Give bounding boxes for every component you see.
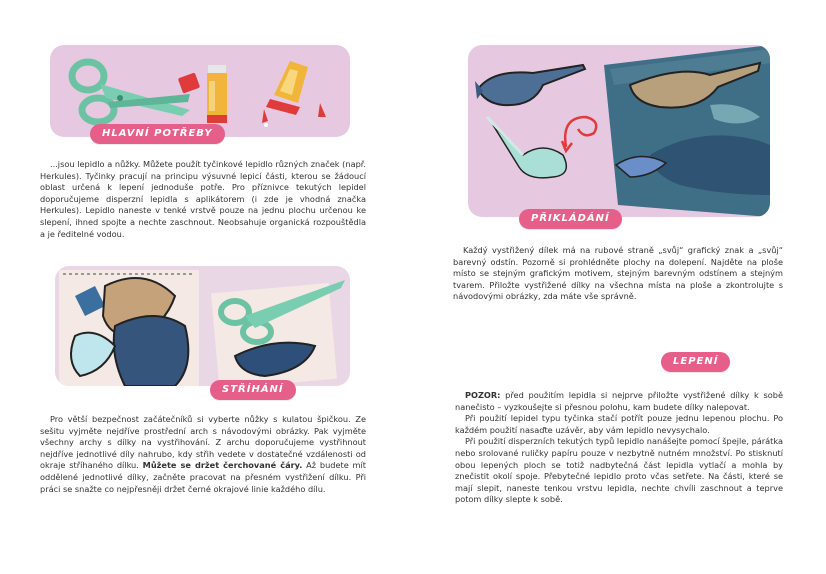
gluing-text-2: Při použití lepidel typu tyčinka stačí potřít pouze jednu lepenou plochu. Po každém použití nasaďte uzávěr, aby vám lepidlo nevysychalo. (455, 413, 783, 435)
gluing-paragraph (455, 390, 783, 506)
cutting-text-start: Pro větší bezpečnost začátečníků si vyberte nůžky s kulatou špičkou. Ze sešitu vyjměte nejdříve prostřední arch s návodovými obrázky. Pak vyjměte všechny archy s dílky na vystřihování. Z archu doporučujeme vystřihnout nejdříve jednotlivé díly nahrubo, kdy střih vedete v dostatečné vzdálenosti od okraje stříhaného dílku. (40, 414, 366, 471)
cutting-text-bold: Můžete se držet čerchované čáry. (142, 460, 303, 471)
heading-prikladani: PŘIKLÁDÁNÍ (519, 209, 622, 229)
gluing-warning: POZOR: (465, 390, 501, 400)
scissors-icon (205, 266, 350, 386)
cutting-illustration (55, 266, 350, 386)
cutting-paragraph (40, 414, 366, 495)
cutting-text (40, 414, 366, 495)
whale-cutout-icon (55, 266, 205, 386)
placing-text: Každý vystřižený dílek má na rubové straně „svůj“ grafický znak a „svůj“ barevný odstín. Pozorně si prohlédněte plochy na dolepení. Najděte na ploše místo se stejným grafickým motivem, stejným barevným odstínem a stejným tvarem. Přiložte vystřižené dílky na všechna místa na ploše a zkontrolujte s návodovými obrázky, zda máte vše správně. (453, 245, 783, 302)
heading-hlavni-potreby: HLAVNÍ POTŘEBY (90, 124, 225, 144)
dolphin-icon (590, 45, 770, 217)
gluing-text-3: Při použití disperzních tekutých typů lepidlo nanášejte pomocí špejle, párátka nebo srolované ruličky papíru pouze v nezbytně nutném množství. Po stisknutí obou lepených ploch se totiž nadbytečná část lepidla vytlačí a mohla by znečistit okolí spoje. Přebytečné lepidlo proto včas setřete. Na části, které se mají slepit, naneste tenkou vrstvu lepidla, nechte chvíli zaschnout a teprve potom dílky slepte k sobě. (455, 436, 783, 505)
gluing-text-1 (455, 390, 783, 413)
supplies-paragraph (40, 159, 366, 240)
glue-bottle-icon (250, 51, 330, 131)
heading-strihani: STŘÍHÁNÍ (210, 380, 296, 400)
right-page (413, 0, 826, 574)
gluing-text-1-rest: před použitím lepidla si nejprve přiložte vystřižené dílky k sobě nanečisto – vyzkoušejte si přesnou polohu, kam budete dílky nalepovat. (455, 390, 783, 412)
placing-illustration (468, 45, 770, 217)
placing-paragraph (453, 245, 783, 303)
supplies-text: ...jsou lepidlo a nůžky. Můžete použít tyčinkové lepidlo různých značek (např. Herkules). Tyčinky pracují na principu výsuvné lepicí části, kterou se žádoucí oblast určená k lepení jednoduše potře. Pro příznivce tekutých lepidel doporučujeme disperzní lepidla s aplikátorem (i zde je vhodná značka Herkules). Lepidlo naneste v tenké vrstvě pouze na jednu plochu určenou ke slepení, ihned spojte a nechte zaschnout. Neobsahuje organická rozpouštědla a je ředitelné vodou. (40, 159, 366, 239)
glue-stick-icon (178, 53, 238, 133)
heading-lepeni: LEPENÍ (661, 352, 730, 372)
cutting-text-end: Až budete mít oddělené jednotlivé dílky, začněte pracovat na přesném vystřižení dílku. Při práci se snažte co nejpřesněji držet černé okrajové linie každého dílu. (40, 460, 367, 494)
